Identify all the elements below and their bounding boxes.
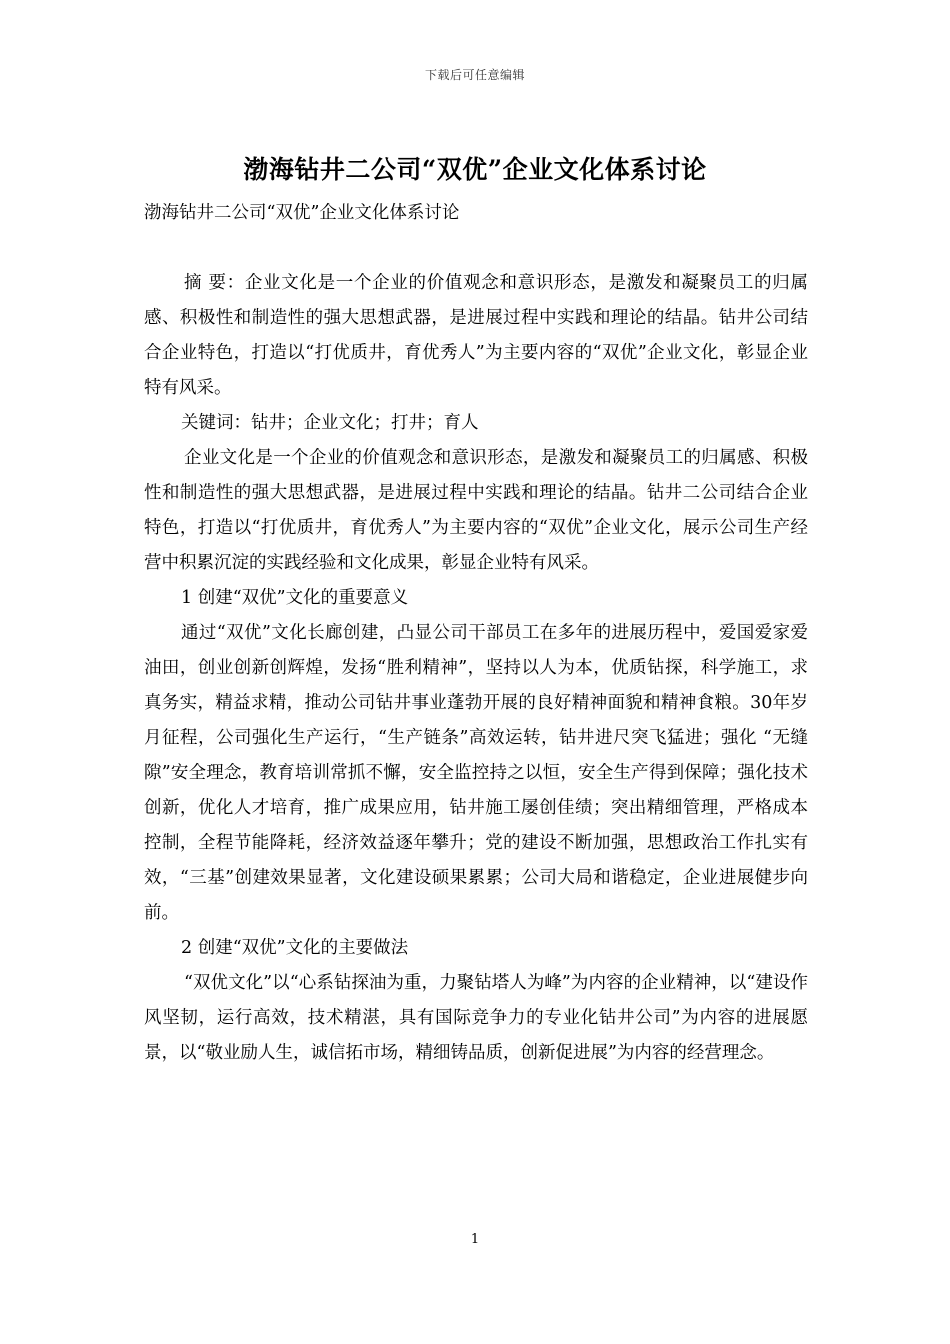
- abstract-paragraph: 摘 要：企业文化是一个企业的价值观念和意识形态，是激发和凝聚员工的归属感、积极性和制造性的强大思想武器，是进展过程中实践和理论的结晶。钻井公司结合企业特色，打造以“打优质井，育优秀人”为主要内容的“双优”企业文化，彰显企业特有风采。: [144, 273, 808, 398]
- intro-paragraph: 企业文化是一个企业的价值观念和意识形态，是激发和凝聚员工的归属感、积极性和制造性的强大思想武器，是进展过程中实践和理论的结晶。钻井二公司结合企业特色，打造以“打优质井，育优秀人”为主要内容的“双优”企业文化，展示公司生产经营中积累沉淀的实践经验和文化成果，彰显企业特有风采。: [144, 448, 808, 573]
- document-body: [144, 196, 808, 1071]
- keywords-paragraph: 关键词：钻井；企业文化；打井；育人: [181, 413, 479, 433]
- document-title: 渤海钻井二公司“双优”企业文化体系讨论: [243, 155, 707, 184]
- section-2-heading: 2 创建“双优”文化的主要做法: [181, 938, 409, 958]
- page-number: 1: [470, 1232, 480, 1247]
- section-1-paragraph: 通过“双优”文化长廊创建，凸显公司干部员工在多年的进展历程中，爱国爱家爱油田，创业创新创辉煌，发扬“胜利精神”，坚持以人为本，优质钻探，科学施工，求真务实，精益求精，推动公司钻井事业蓬勃开展的良好精神面貌和精神食粮。30年岁月征程，公司强化生产运行，“生产链条”高效运转，钻井进尺突飞猛进；强化 “无缝隙”安全理念，教育培训常抓不懈，安全监控持之以恒，安全生产得到保障；强化技术创新，优化人才培育，推广成果应用，钻井施工屡创佳绩；突出精细管理，严格成本控制，全程节能降耗，经济效益逐年攀升；党的建设不断加强，思想政治工作扎实有效，“三基”创建效果显著，文化建设硕果累累；公司大局和谐稳定，企业进展健步向前。: [144, 623, 808, 923]
- section-1-heading: 1 创建“双优”文化的重要意义: [181, 588, 409, 608]
- blank-line: [144, 231, 808, 266]
- header-note: 下载后可任意编辑: [424, 68, 525, 82]
- section-2-paragraph: “双优文化”以“心系钻探油为重，力聚钻塔人为峰”为内容的企业精神，以“建设作风坚韧，运行高效，技术精湛，具有国际竞争力的专业化钻井公司”为内容的进展愿景，以“敬业励人生，诚信拓市场，精细铸品质，创新促进展”为内容的经营理念。: [144, 973, 808, 1063]
- document-subtitle: 渤海钻井二公司“双优”企业文化体系讨论: [144, 203, 460, 223]
